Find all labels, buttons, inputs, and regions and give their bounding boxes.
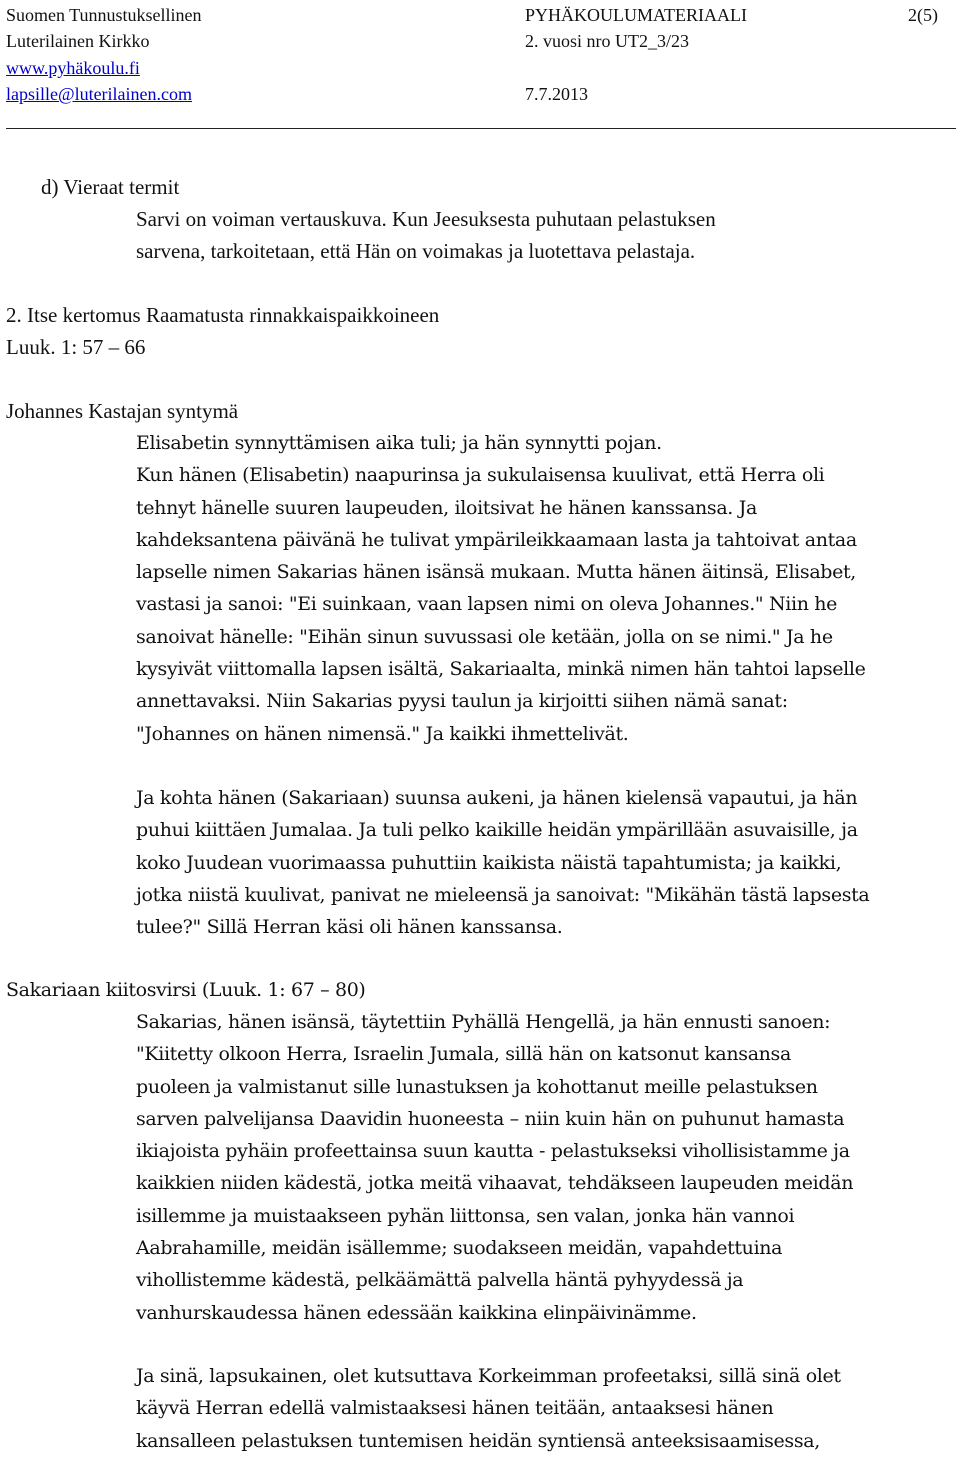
text-line: "Johannes on hänen nimensä." Ja kaikki ihmettelivät. xyxy=(136,722,629,745)
text-line: kansalleen pelastuksen tuntemisen heidän syntiensä anteeksisaamisessa, xyxy=(136,1429,820,1452)
text-line: kysyivät viittomalla lapsen isältä, Sakariaalta, minkä nimen hän tahtoi lapselle xyxy=(136,658,866,681)
johannes-heading: Johannes Kastajan syntymä xyxy=(6,399,239,423)
bible-reference: Luuk. 1: 57 – 66 xyxy=(6,335,146,359)
text-line: ikiajoista pyhäin profeettainsa suun kautta - pelastukseksi vihollisistamme ja xyxy=(136,1140,850,1163)
doc-code: 2. vuosi nro UT2_3/23 xyxy=(525,31,689,51)
section-d-line: sarvena, tarkoitetaan, että Hän on voimakas ja luotettava pelastaja. xyxy=(136,239,696,263)
text-line: Aabrahamille, meidän isällemme; suodakseen meidän, vapahdettuina xyxy=(136,1237,783,1260)
text-line: vihollistemme kädestä, pelkäämättä palvella häntä pyhyydessä ja xyxy=(136,1269,744,1292)
text-line: tehnyt hänelle suuren laupeuden, iloitsivat he hänen kanssansa. Ja xyxy=(136,496,757,519)
email-link[interactable]: lapsille@luterilainen.com xyxy=(6,84,193,104)
text-line: isillemme ja muistaakseen pyhän liittonsa, sen valan, jonka hän vannoi xyxy=(136,1204,795,1227)
page-number: 2(5) xyxy=(908,5,938,25)
text-line: sanoivat hänelle: "Eihän sinun suvussasi ole ketään, jolla on se nimi." Ja he xyxy=(136,625,833,648)
text-line: Sakarias, hänen isänsä, täytettiin Pyhällä Hengellä, ja hän ennusti sanoen: xyxy=(136,1011,831,1033)
text-line: kaikkien niiden kädestä, jotka meitä vihaavat, tehdäkseen laupeuden meidän xyxy=(136,1172,854,1195)
doc-title: PYHÄKOULUMATERIAALI xyxy=(525,5,747,25)
text-line: annettavaksi. Niin Sakarias pyysi taulun ja kirjoitti siihen nämä sanat: xyxy=(136,690,788,713)
text-line: puoleen ja valmistanut sille lunastuksen ja kohottanut meille pelastuksen xyxy=(136,1075,818,1098)
header-divider xyxy=(6,128,956,129)
text-line: tulee?" Sillä Herran käsi oli hänen kanssansa. xyxy=(136,916,563,939)
text-line: lapselle nimen Sakarias hänen isänsä mukaan. Mutta hänen äitinsä, Elisabet, xyxy=(136,561,856,584)
johannes-para2 xyxy=(136,782,869,943)
section-d-heading: d) Vieraat termit xyxy=(41,175,180,199)
text-line: käyvä Herran edellä valmistaaksesi hänen teitään, antaaksesi hänen xyxy=(136,1397,774,1420)
text-line: vastasi ja sanoi: "Ei suinkaan, vaan lapsen nimi on oleva Johannes." Niin he xyxy=(136,593,838,616)
website-link[interactable]: www.pyhäkoulu.fi xyxy=(6,58,140,78)
text-line: puhui kiittäen Jumalaa. Ja tuli pelko kaikille heidän ympärillään asuvaisille, ja xyxy=(136,819,858,842)
johannes-para1 xyxy=(136,427,866,750)
org-name-line1: Suomen Tunnustuksellinen xyxy=(6,5,202,25)
text-line: jotka niistä kuulivat, panivat ne mieleensä ja sanoivat: "Mikähän tästä lapsesta xyxy=(136,883,870,906)
sakarias-heading: Sakariaan kiitosvirsi (Luuk. 1: 67 – 80) xyxy=(6,979,366,1001)
section-d-line: Sarvi on voiman vertauskuva. Kun Jeesuksesta puhutaan pelastuksen xyxy=(136,207,716,231)
text-line: Elisabetin synnyttämisen aika tuli; ja hän synnytti pojan. xyxy=(136,432,662,454)
text-line: vanhurskaudessa hänen edessään kaikkina elinpäivinämme. xyxy=(136,1301,697,1324)
text-line: Ja kohta hänen (Sakariaan) suunsa aukeni, ja hänen kielensä vapautui, ja hän xyxy=(136,787,858,809)
text-line: Ja sinä, lapsukainen, olet kutsuttava Korkeimman profeetaksi, sillä sinä olet xyxy=(136,1365,841,1387)
org-name-line2: Luterilainen Kirkko xyxy=(6,31,150,51)
doc-date: 7.7.2013 xyxy=(525,84,588,104)
sakarias-para1 xyxy=(136,1006,853,1329)
text-line: sarven palvelijansa Daavidin huoneesta – niin kuin hän on puhunut hamasta xyxy=(136,1107,845,1130)
text-line: kahdeksantena päivänä he tulivat ympärileikkaamaan lasta ja tahtoivat antaa xyxy=(136,528,857,551)
text-line: koko Juudean vuorimaassa puhuttiin kaikista näistä tapahtumista; ja kaikki, xyxy=(136,851,842,874)
text-line: Kun hänen (Elisabetin) naapurinsa ja sukulaisensa kuulivat, että Herra oli xyxy=(136,464,825,487)
text-line: "Kiitetty olkoon Herra, Israelin Jumala, sillä hän on katsonut kansansa xyxy=(136,1043,791,1066)
section-2-heading: 2. Itse kertomus Raamatusta rinnakkaispaikkoineen xyxy=(6,303,440,327)
sakarias-para2 xyxy=(136,1360,841,1457)
